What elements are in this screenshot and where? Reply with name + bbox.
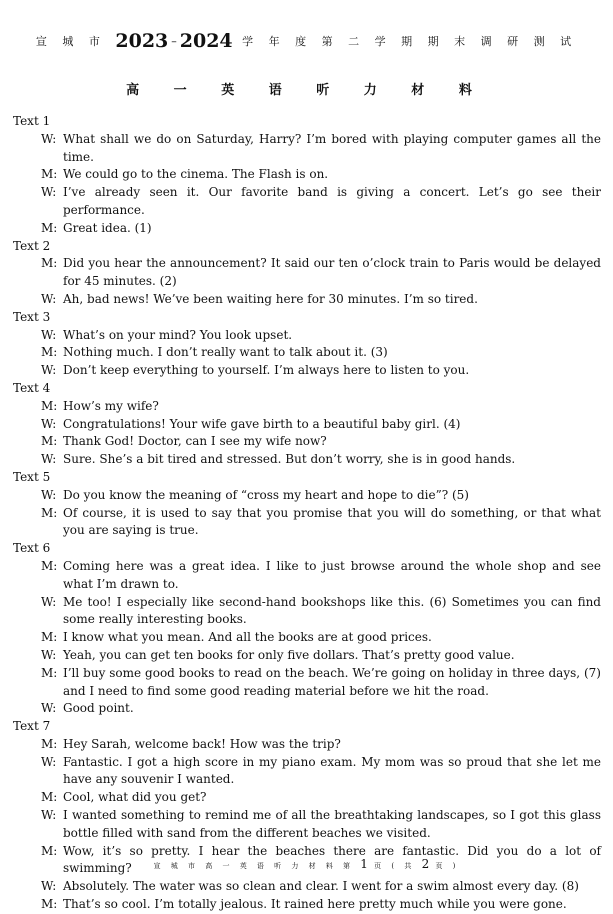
page-footer: [0, 857, 613, 871]
speaker-label: W:: [41, 131, 57, 146]
text-section: [13, 113, 601, 238]
dialogue-line: [13, 131, 601, 167]
dialogue-line: [13, 416, 601, 434]
text-label: Text 1: [13, 114, 51, 128]
speaker-label: M:: [41, 256, 58, 271]
text-label: Text 5: [13, 469, 51, 484]
text-label: Text 2: [13, 238, 51, 253]
utterance-text: I’ll buy some good books to read on the beach. We’re going on holiday in three days, (7) and I need to find some good reading material before we hit the road.: [63, 665, 601, 698]
dialogue-line: [13, 451, 601, 469]
utterance-text: Of course, it is used to say that you promise that you will do something, or that what you are saying is true.: [63, 505, 601, 538]
header-year-end: 2024: [179, 30, 233, 52]
speaker-label: M:: [41, 630, 58, 645]
text-section: [13, 469, 601, 540]
utterance-text: How’s my wife?: [63, 398, 159, 413]
text-section: [13, 718, 601, 914]
dialogue-line: [13, 647, 601, 665]
header-dash: –: [171, 35, 177, 48]
dialogue-line: [13, 291, 601, 309]
utterance-text: We could go to the cinema. The Flash is on.: [63, 167, 329, 182]
text-label: Text 7: [13, 719, 51, 734]
dialogue-line: [13, 166, 601, 184]
utterance-text: What shall we do on Saturday, Harry? I’m bored with playing computer games all the time.: [63, 131, 601, 164]
speaker-label: W:: [41, 363, 57, 378]
speaker-label: W:: [41, 701, 57, 716]
utterance-text: Sure. She’s a bit tired and stressed. But don’t worry, she is in good hands.: [63, 452, 516, 467]
speaker-label: W:: [41, 594, 57, 609]
utterance-text: Fantastic. I got a high score in my piano exam. My mom was so proud that she let me have any souvenir I wanted.: [63, 754, 601, 787]
utterance-text: I know what you mean. And all the books are at good prices.: [63, 630, 432, 645]
utterance-text: I wanted something to remind me of all the breathtaking landscapes, so I got this glass bottle filled with sand from the different beaches we visited.: [63, 808, 601, 840]
utterance-text: Absolutely. The water was so clean and clear. I went for a swim almost every day. (8): [63, 879, 579, 894]
utterance-text: That’s so cool. I’m totally jealous. It rained here pretty much while you were gone.: [63, 897, 567, 912]
utterance-text: Do you know the meaning of “cross my heart and hope to die”? (5): [63, 487, 469, 502]
dialogue-line: [13, 629, 601, 647]
text-label: Text 4: [13, 380, 51, 395]
dialogue-line: [13, 362, 601, 380]
utterance-text: Congratulations! Your wife gave birth to a beautiful baby girl. (4): [63, 416, 461, 431]
speaker-label: M:: [41, 665, 58, 680]
utterance-text: Ah, bad news! We’ve been waiting here for 30 minutes. I’m so tired.: [63, 291, 478, 306]
dialogue-line: [13, 487, 601, 505]
header-year-start: 2023: [115, 30, 169, 52]
speaker-label: M:: [41, 790, 58, 805]
speaker-label: M:: [41, 897, 58, 912]
dialogue-line: [13, 327, 601, 345]
footer-page-number: 1: [360, 857, 368, 871]
dialogue-line: [13, 594, 601, 630]
utterance-text: Coming here was a great idea. I like to just browse around the whole shop and see what I’m drawn to.: [63, 558, 601, 591]
speaker-label: M:: [41, 167, 58, 182]
speaker-label: M:: [41, 558, 58, 573]
dialogue-line: [13, 344, 601, 362]
dialogue-line: [13, 433, 601, 451]
dialogue-line: [13, 255, 601, 291]
speaker-label: W:: [41, 327, 57, 342]
header-exam-name: 学 年 度 第 二 学 期 期 末 调 研 测 试: [242, 35, 578, 48]
speaker-label: W:: [41, 808, 57, 823]
speaker-label: W:: [41, 879, 57, 894]
utterance-text: Me too! I especially like second-hand bookshops like this. (6) Sometimes you can find some really interesting books.: [63, 594, 601, 627]
utterance-text: Thank God! Doctor, can I see my wife now?: [63, 434, 327, 449]
utterance-text: I’ve already seen it. Our favorite band is giving a concert. Let’s go see their performance.: [63, 185, 601, 217]
speaker-label: M:: [41, 843, 58, 858]
text-section: [13, 540, 601, 718]
dialogue-line: [13, 505, 601, 541]
dialogue-line: [13, 665, 601, 701]
dialogue-line: [13, 754, 601, 790]
transcript-body: [13, 113, 601, 914]
dialogue-line: [13, 896, 601, 914]
footer-middle: 页 ( 共: [374, 862, 416, 870]
utterance-text: Hey Sarah, welcome back! How was the trip?: [63, 736, 341, 751]
footer-page-total: 2: [421, 857, 430, 871]
utterance-text: Yeah, you can get ten books for only five dollars. That’s pretty good value.: [63, 647, 515, 662]
speaker-label: W:: [41, 291, 57, 306]
dialogue-line: [13, 398, 601, 416]
dialogue-line: [13, 220, 601, 238]
speaker-label: W:: [41, 647, 57, 662]
text-section: [13, 309, 601, 380]
text-label: Text 6: [13, 541, 51, 556]
utterance-text: Nothing much. I don’t really want to talk about it. (3): [63, 345, 388, 360]
utterance-text: Wow, it’s so pretty. I hear the beaches there are fantastic. Did you do a lot of swimming?: [63, 843, 601, 876]
utterance-text: Don’t keep everything to yourself. I’m always here to listen to you.: [63, 363, 470, 378]
dialogue-line: [13, 184, 601, 220]
speaker-label: W:: [41, 185, 57, 200]
dialogue-line: [13, 736, 601, 754]
speaker-label: W:: [41, 754, 57, 769]
speaker-label: W:: [41, 416, 57, 431]
speaker-label: W:: [41, 487, 57, 502]
dialogue-line: [13, 700, 601, 718]
dialogue-line: [13, 878, 601, 896]
speaker-label: M:: [41, 505, 58, 520]
speaker-label: M:: [41, 220, 58, 235]
speaker-label: M:: [41, 345, 58, 360]
text-section: [13, 238, 601, 309]
footer-suffix: 页 ): [435, 862, 460, 870]
footer-prefix: 宣 城 市 高 一 英 语 听 力 材 料 第: [153, 862, 355, 870]
text-section: [13, 380, 601, 469]
utterance-text: Cool, what did you get?: [63, 790, 207, 805]
speaker-label: M:: [41, 398, 58, 413]
page-title: 高 一 英 语 听 力 材 料: [126, 83, 487, 98]
text-label: Text 3: [13, 309, 51, 324]
utterance-text: Great idea. (1): [63, 220, 152, 235]
dialogue-line: [13, 807, 601, 843]
dialogue-line: [13, 789, 601, 807]
utterance-text: Good point.: [63, 701, 134, 716]
utterance-text: Did you hear the announcement? It said our ten o’clock train to Paris would be delayed for 45 minutes. (2): [63, 256, 601, 289]
utterance-text: What’s on your mind? You look upset.: [63, 327, 293, 342]
header-city: 宣 城 市: [35, 35, 106, 48]
speaker-label: W:: [41, 452, 57, 467]
dialogue-line: [13, 558, 601, 594]
speaker-label: M:: [41, 736, 58, 751]
speaker-label: M:: [41, 434, 58, 449]
document-header: [0, 30, 613, 52]
